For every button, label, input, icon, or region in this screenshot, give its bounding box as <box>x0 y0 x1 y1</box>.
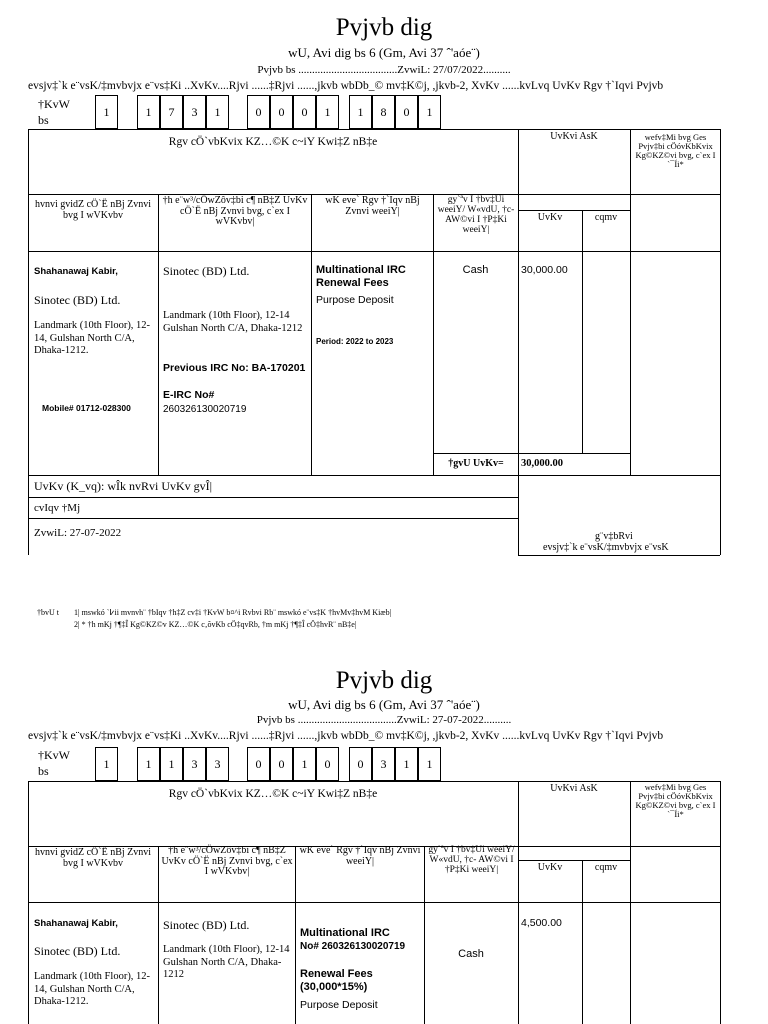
form2-code-digit: 0 <box>349 747 372 781</box>
form2-header-line: evsjv‡`k e¨vsK/‡mvbvjx e¨vs‡Ki ..XvKv....Rjvi ......‡Rjvi ......,jkvb wbDb_© mv‡K©j, ,jkvb-2, XvKv ......kvLvq UvKv Rgv †`Iqvi Pvjvb <box>28 730 664 742</box>
form2-code-digit: 1 <box>395 747 418 781</box>
form1-total-amount: 30,000.00 <box>521 458 563 469</box>
form2-renewal: Renewal Fees (30,000*15%) <box>300 968 373 994</box>
form1-code-label: †KvW <box>38 97 70 111</box>
form2-col-main: Rgv cÖ`vbKvix KZ…©K c~iY Kwi‡Z nB‡e <box>168 788 378 800</box>
form1-code-digit: 1 <box>316 95 339 129</box>
form2-code-digit: 1 <box>293 747 316 781</box>
form2-amount: 4,500.00 <box>521 917 562 929</box>
form2-sub-taka: UvKv <box>537 862 563 873</box>
form2-col-d: gy`ªv I †bv‡Ui weeiY/ W«vdU, †c- AW©vi I †P‡Ki weeiY| <box>428 845 515 875</box>
form1-org-name: Sinotec (BD) Ltd. <box>163 264 250 278</box>
form1-eirc-no: 260326130020719 <box>163 404 247 415</box>
form1-code-digit: 0 <box>395 95 418 129</box>
form1-purpose-title: Multinational IRC Renewal Fees <box>316 264 406 290</box>
form2-sub-paisa: cqmv <box>594 862 618 873</box>
form1-payer-address: Landmark (10th Floor), 12-14, Gulshan North C/A, Dhaka-1212. <box>34 320 151 357</box>
form2-subtitle: wU, Avi dig bs 6 (Gm, Avi 37 ˆ'aóe¨) <box>288 697 480 712</box>
form2-code-digit: 0 <box>270 747 293 781</box>
form1-code-digit: 8 <box>372 95 395 129</box>
form1-purpose-sub: Purpose Deposit <box>316 294 394 306</box>
form2-purpose-no: No# 260326130020719 <box>300 941 406 952</box>
form1-eirc-label: E-IRC No# <box>163 389 215 401</box>
form1-col-a: hvnvi gvidZ cÖ`Ë nBj Zvnvi bvg I wVKvbv <box>34 199 152 221</box>
form2-purpose-title: Multinational IRC <box>300 927 390 939</box>
form2-payer-address: Landmark (10th Floor), 12-14, Gulshan North C/A, Dhaka-1212. <box>34 971 151 1008</box>
form2-col-b: †h e¨w³/cÖwZôv‡bi c¶ nB‡Z UvKv cÖ`Ë nBj Zvnvi bvg, c`ex I wVKvbv| <box>161 845 293 877</box>
form1-code-digit: 7 <box>160 95 183 129</box>
form1-payer-name: Shahanawaj Kabir, <box>34 266 118 277</box>
form2-code-label-no: bs <box>38 764 49 778</box>
form1-col-amount: UvKvi AsK <box>550 131 598 142</box>
form1-subtitle: wU, Avi dig bs 6 (Gm, Avi 37 ˆ'aóe¨) <box>288 45 480 60</box>
form2-code-digit: 3 <box>183 747 206 781</box>
form1-code-digit: 0 <box>293 95 316 129</box>
form1-col-main: Rgv cÖ`vbKvix KZ…©K c~iY Kwi‡Z nB‡e <box>168 136 378 148</box>
form1-sub-taka: UvKv <box>537 212 563 223</box>
form1-date: ZvwiL: 27-07-2022 <box>34 527 122 539</box>
form2-org-address: Landmark (10th Floor), 12-14 Gulshan North C/A, Dhaka-1212 <box>163 944 290 981</box>
form1-period: Period: 2022 to 2023 <box>316 337 394 346</box>
form1-code-digit: 1 <box>349 95 372 129</box>
form1-code-digit: 1 <box>418 95 441 129</box>
form2-code-digit: 3 <box>372 747 395 781</box>
form1-code-digit: 1 <box>95 95 118 129</box>
form1-amount: 30,000.00 <box>521 264 568 276</box>
form1-code-label-no: bs <box>38 113 49 127</box>
form2-code-digit: 0 <box>316 747 339 781</box>
form2-method: Cash <box>458 948 484 960</box>
form2-code-digit: 1 <box>137 747 160 781</box>
form1-code-digit: 0 <box>247 95 270 129</box>
form2-org-name: Sinotec (BD) Ltd. <box>163 918 250 932</box>
form1-org-address: Landmark (10th Floor), 12-14 Gulshan North C/A, Dhaka-1212 <box>163 310 303 334</box>
form1-code-digit: 1 <box>206 95 229 129</box>
form1-challan-line: Pvjvb bs ....................................ZvwiL: 27/07/2022.......... <box>257 64 511 76</box>
note-1: 1| mswkó `߇ii mvnvh¨ †bIqv †h‡Z cv‡i †KvW b¤^i Rvbvi Rb¨ mswkó e¨vs‡K †hvMv‡hvM Kiæb| <box>74 608 392 617</box>
form1-col-d: gy`ªv I †bv‡Ui weeiY/ W«vdU, †c- AW©vi I †P‡Ki weeiY| <box>437 195 515 235</box>
form1-method: Cash <box>462 264 489 276</box>
form2-payer-name: Shahanawaj Kabir, <box>34 918 118 929</box>
form2-col-c: wK eve` Rgv †`Iqv nBj Zvnvi weeiY| <box>299 845 421 867</box>
form1-total-label: †gvU UvKv= <box>448 458 504 469</box>
form1-payer-mobile: Mobile# 01712-028300 <box>42 403 131 413</box>
form1-bank-sign: evsjv‡`k e¨vsK/‡mvbvjx e¨vsK <box>543 542 669 553</box>
form1-header-line: evsjv‡`k e¨vsK/‡mvbvjx e¨vs‡Ki ..XvKv....Rjvi ......‡Rjvi ......,jkvb wbDb_© mv‡K©j, ,jkvb-2, XvKv ......kvLvq UvKv Rgv †`Iqvi Pvjvb <box>28 80 664 92</box>
form2-purpose-sub: Purpose Deposit <box>300 999 378 1011</box>
form2-code-label: †KvW <box>38 748 70 762</box>
form2-payer-company: Sinotec (BD) Ltd. <box>34 944 121 958</box>
form1-manager: g¨v‡bRvi <box>595 531 633 542</box>
form2-code-digit: 1 <box>160 747 183 781</box>
form1-payer-company: Sinotec (BD) Ltd. <box>34 293 121 307</box>
form2-col-amount: UvKvi AsK <box>550 783 598 794</box>
form2-code-digit: 3 <box>206 747 229 781</box>
form1-in-words: UvKv (K_vq): wÎk nvRvi UvKv gvÎ| <box>34 479 213 493</box>
form2-code-digit: 0 <box>247 747 270 781</box>
form2-code-digit: 1 <box>418 747 441 781</box>
note-2: 2| * †h mKj †¶‡Î Kg©KZ©v KZ…©K c‚õvKb cÖ‡qvRb, †m mKj †¶‡Î cÖ‡hvR¨ nB‡e| <box>74 620 357 629</box>
form1-code-digit: 0 <box>270 95 293 129</box>
form1-col-c: wK eve` Rgv †`Iqv nBj Zvnvi weeiY| <box>325 195 420 217</box>
form1-received: cvIqv †Mj <box>34 502 81 514</box>
form1-title: Pvjvb dig <box>335 14 433 41</box>
form1-col-b: †h e¨w³/cÖwZôv‡bi c¶ nB‡Z UvKv cÖ`Ë nBj Zvnvi bvg, c`ex I wVKvbv| <box>162 195 308 227</box>
form2-challan-line: Pvjvb bs ....................................ZvwiL: 27-07-2022.......... <box>256 714 512 726</box>
form1-sub-paisa: cqmv <box>594 212 618 223</box>
form2-col-dept: wefv‡Mi bvg Ges Pvjv‡bi cÖóvKbKvix Kg©KZ©vi bvg, c`ex I `¯Íi* <box>635 782 716 819</box>
form2-code-digit: 1 <box>95 747 118 781</box>
form1-code-digit: 3 <box>183 95 206 129</box>
form1-col-dept: wefv‡Mi bvg Ges Pvjv‡bi cÖóvKbKvix Kg©KZ©vi bvg, c`ex I `¯Íi* <box>635 132 716 169</box>
form1-code-digit: 1 <box>137 95 160 129</box>
form1-prev-irc: Previous IRC No: BA-170201 <box>163 362 306 374</box>
form2-title: Pvjvb dig <box>335 667 433 694</box>
form2-col-a: hvnvi gvidZ cÖ`Ë nBj Zvnvi bvg I wVKvbv <box>34 847 152 869</box>
notes-label: †bvU t <box>37 608 59 617</box>
